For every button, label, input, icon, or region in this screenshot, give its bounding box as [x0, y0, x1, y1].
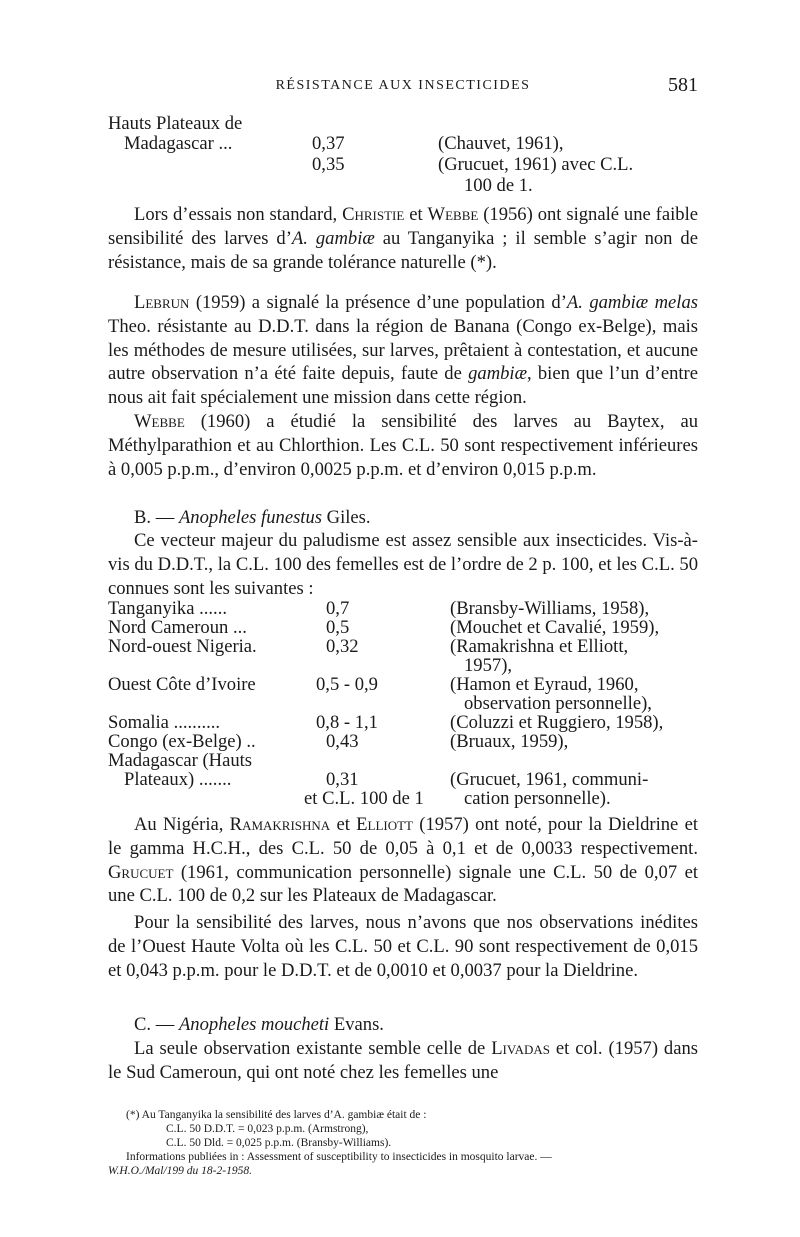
reference-cell: (Hamon et Eyraud, 1960,	[450, 674, 639, 695]
paragraph	[108, 529, 698, 600]
footnote	[108, 1108, 698, 1178]
table-row	[108, 174, 698, 198]
value-cell: 0,31	[326, 769, 359, 790]
region-cell: Madagascar ...	[124, 133, 233, 154]
value-cell: 0,37	[312, 133, 345, 154]
reference-cell: (Grucuet, 1961, communi-	[450, 769, 649, 790]
author-name: Elliott	[356, 814, 413, 835]
region-cell: Ouest Côte d’Ivoire	[108, 674, 256, 695]
value-cell: 0,7	[326, 598, 350, 619]
table-row	[108, 787, 698, 811]
footnote-line: W.H.O./Mal/199 du 18-2-1958.	[108, 1165, 252, 1177]
value-cell: 0,43	[326, 731, 359, 752]
value-cell: 0,35	[312, 154, 345, 175]
value-cell: et C.L. 100 de 1	[304, 788, 424, 809]
text: (1959) a signalé la présence d’une population d’	[189, 292, 567, 313]
species-name: Anopheles moucheti	[178, 1014, 330, 1035]
text: (1957) ont noté, pour la Dieldrine et le gamma H.C.H., des C.L. 50 de 0,05 à 0,1 et de 0,0033 respectivement.	[108, 814, 698, 859]
reference-cell: (Mouchet et Cavalié, 1959),	[450, 617, 660, 638]
continued-table	[108, 112, 698, 212]
author-name: Webbe	[134, 411, 185, 432]
text: Evans.	[329, 1014, 384, 1035]
species-name: A. gambiæ	[291, 227, 375, 249]
sensitivity-table	[108, 597, 698, 817]
footnote-line: C.L. 50 Dld. = 0,025 p.p.m. (Bransby-Williams).	[166, 1137, 392, 1149]
paragraph	[108, 410, 698, 481]
author-name: Webbe	[427, 204, 479, 225]
footnote-line: C.L. 50 D.D.T. = 0,023 p.p.m. (Armstrong),	[166, 1123, 369, 1135]
region-cell: Congo (ex-Belge) ..	[108, 731, 256, 752]
value-cell: 0,5	[326, 617, 350, 638]
text: (1960) a étudié la sensibilité des larves au Baytex, au Méthylparathion et au Chlorthion. Les C.L. 50 sont respectivement inférieures à 0,005 p.p.m., d’environ 0,0025 p.p.m. et d’environ 0,015 p.p.m.	[108, 411, 698, 480]
footnote-line: Informations publiées in : Assessment of susceptibility to insecticides in mosquito larvae. —	[126, 1151, 552, 1163]
region-cell: Nord Cameroun ...	[108, 617, 247, 638]
value-cell: 0,8 - 1,1	[316, 712, 378, 733]
species-name: Anopheles funestus	[178, 507, 323, 528]
text: et col. (1957) dans le Sud Cameroun, qui ont noté chez les femelles une	[108, 1038, 699, 1083]
text: (1961, communication personnelle) signale une C.L. 50 de 0,07 et une C.L. 100 de 0,2 sur les Plateaux de Madagascar.	[108, 861, 698, 907]
species-name: A. gambiæ melas	[566, 292, 698, 313]
region-cell: Nord-ouest Nigeria.	[108, 636, 257, 657]
reference-cell: 1957),	[464, 655, 513, 676]
author-name: Grucuet	[108, 861, 174, 883]
text: Au Nigéria,	[134, 814, 230, 835]
author-name: Lebrun	[134, 292, 190, 313]
paragraph	[108, 813, 698, 908]
paragraph	[108, 911, 698, 982]
paragraph	[108, 291, 698, 410]
region-cell: Tanganyika ......	[108, 598, 228, 619]
text: au Tanganyika ; il semble s’agir non de résistance, mais de sa grande tolérance naturelle (*).	[108, 227, 698, 273]
text: Giles.	[322, 507, 371, 528]
author-name: Christie	[342, 204, 405, 225]
footnote-line: (*) Au Tanganyika la sensibilité des larves d’A. gambiæ était de :	[126, 1109, 427, 1121]
value-cell: 0,5 - 0,9	[316, 674, 378, 695]
reference-cell: (Bransby-Williams, 1958),	[450, 598, 650, 619]
text: Ce vecteur majeur du paludisme est assez sensible aux insecticides. Vis-à-vis du D.D.T., la C.L. 100 des femelles est de l’ordre de 2 p. 100, et les C.L. 50 connues sont les suivantes :	[108, 530, 698, 599]
text: et	[404, 204, 428, 225]
section-heading	[108, 506, 698, 530]
region-cell: Madagascar (Hauts	[108, 750, 253, 771]
paragraph	[108, 1037, 698, 1085]
reference-cell: (Bruaux, 1959),	[450, 731, 569, 752]
reference-cell: cation personnelle).	[464, 788, 611, 809]
reference-cell: (Coluzzi et Ruggiero, 1958),	[450, 712, 664, 733]
species-name: gambiæ	[468, 363, 527, 385]
reference-cell: (Ramakrishna et Elliott,	[450, 636, 629, 657]
running-header	[108, 74, 698, 102]
region-cell: Hauts Plateaux de	[108, 113, 243, 134]
author-name: Ramakrishna	[229, 814, 331, 835]
region-cell: Somalia ..........	[108, 712, 221, 733]
text: Pour la sensibilité des larves, nous n’avons que nos observations inédites de l’Ouest Haute Volta où les C.L. 50 et C.L. 90 sont respectivement de 0,015 et 0,043 p.p.m. pour le D.D.T. et de 0,0010 et 0,0037 pour la Dieldrine.	[108, 912, 698, 981]
region-cell: Plateaux) .......	[124, 769, 232, 790]
author-name: Livadas	[491, 1038, 550, 1059]
section-label: C. —	[134, 1014, 179, 1035]
page-number: 581	[668, 74, 698, 96]
text: (1956) ont signalé une faible sensibilité des larves d’	[108, 204, 698, 249]
text: Lors d’essais non standard,	[134, 204, 343, 225]
text: La seule observation existante semble celle de	[134, 1038, 492, 1059]
paragraph	[108, 203, 698, 274]
text: Theo. résistante au D.D.T. dans la région de Banana (Congo ex-Belge), mais les méthodes de mesure utilisées, sur larves, prêtaient à contestation, et aucune autre observation n’a été faite depuis, faute de	[108, 315, 698, 385]
text: et	[330, 814, 357, 835]
section-label: B. —	[134, 507, 179, 528]
reference-cell: observation personnelle),	[464, 693, 652, 714]
text: , bien que l’un d’entre nous ait fait spécialement une mission dans cette région.	[108, 363, 699, 409]
section-heading	[108, 1013, 698, 1037]
running-title: RÉSISTANCE AUX INSECTICIDES	[275, 78, 531, 93]
value-cell: 0,32	[326, 636, 359, 657]
reference-cell: 100 de 1.	[464, 175, 533, 196]
reference-cell: (Chauvet, 1961),	[438, 133, 564, 154]
reference-cell: (Grucuet, 1961) avec C.L.	[438, 154, 634, 175]
